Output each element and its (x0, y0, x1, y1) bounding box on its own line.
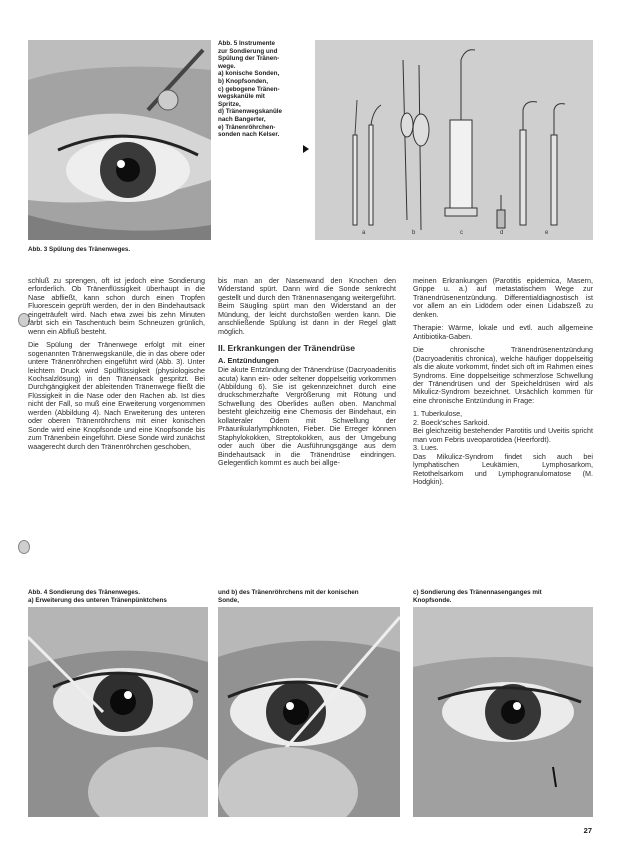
figure-4a-photo (28, 607, 208, 817)
paragraph: Die chronische Tränendrüsenentzündung (Dacryoadenitis chronica), welche häufiger doppelseitig als die akute vorkommt, findet sich oft im Rahmen eines Syndroms. Eine doppelseitige schmerzlose Schwellung der Tränendrüsen und der Speicheldrüsen wird als Mikulicz-Syndrom bezeichnet. Ursächlich kommen für eine chronische Entzündung in Frage: (413, 345, 593, 405)
figure-3-photo (28, 40, 211, 240)
instrument-label-d: d (500, 230, 504, 236)
figure-4b-photo (218, 607, 400, 817)
section-heading: II. Erkrankungen der Tränendrüse (218, 343, 356, 354)
list-item: 1. Tuberkulose, (413, 409, 463, 419)
figure-4-caption-b: und b) des Tränenröhrchens mit der konischen Sonde, (218, 589, 359, 604)
paragraph: Die akute Entzündung der Tränendrüse (Dacryoadenitis acuta) kann ein- oder seltener doppelseitig vorkommen (Abbildung 6). Sie ist gekennzeichnet durch eine druckschmerzhafte Vergrößerung mit Rötung und Schwellung des Oberlides außen oben. Manchmal besteht gleichzeitig eine Chemosis der Bindehaut, ein kollateraler Ödem mit Schwellung der Präaurikularlymphknoten, Fieber. Die Erreger können Staphylokokken, Streptokokken, aus der Umgebung oder auch über die Ausführungsgänge aus dem Bindehautsack in die Tränendrüse eindringen. Gelegentlich kommt es auch bei allge- (218, 365, 396, 468)
paragraph: schluß zu sprengen, oft ist jedoch eine Sondierung erforderlich. Ob Tränenflüssigkeit überhaupt in die Nase abfließt, kann schon durch einen Tropfen Fluorescein geprüft werden, der in den Bindehautsack eingeträufelt wird. Nach etwa zwei bis zehn Minuten färbt sich ein Taschentuch beim Schneuzen grünlich, wenn ein Abfluß besteht. (28, 276, 205, 336)
list-item: 3. Lues. (413, 443, 439, 453)
list-item: Das Mikulicz-Syndrom findet sich auch bei lymphatischen Leukämien, Lymphosarkom, Retothelsarkom und Lymphogranulomatose (M. Hodgkin). (413, 451, 593, 486)
figure-5-instruments (315, 40, 593, 240)
instrument-label-a: a (362, 230, 366, 236)
paragraph: bis man an der Nasenwand den Knochen den Widerstand spürt. Dann wird die Sonde senkrecht gestellt und durch den Tränennasengang weitergeführt. Beim Säugling spürt man den Widerstand an der Mündung, der leicht durchstoßen werden kann. Die anschließende Spülung ist dann in der Regel glatt möglich. (218, 276, 396, 336)
instrument-label-b: b (412, 230, 416, 236)
list-item: 2. Boeck'sches Sarkoid. (413, 417, 490, 427)
margin-marker-icon (18, 540, 30, 554)
instrument-label-c: c (460, 230, 463, 236)
text-column-2 (218, 277, 396, 473)
figure-4c-photo (413, 607, 593, 817)
text-column-3 (413, 277, 593, 486)
figure-4-caption-a: Abb. 4 Sondierung des Tränenweges. a) Erweiterung des unteren Tränenpünktchens (28, 589, 167, 604)
pointer-arrow-icon (303, 145, 309, 153)
subsection-heading: A. Entzündungen (218, 355, 279, 365)
text-column-1 (28, 277, 205, 456)
paragraph: Therapie: Wärme, lokale und evtl. auch allgemeine Antibiotika-Gaben. (413, 323, 593, 341)
figure-3-caption: Abb. 3 Spülung des Tränenweges. (28, 246, 131, 253)
paragraph: Die Spülung der Tränenwege erfolgt mit einer sogenannten Tränenwegskanüle, die in das obere oder untere Tränenröhrchen eingeführt wird (Abb. 3). Unter leichtem Druck wird Spülflüssigkeit (physiologische Kochsalzlösung) in den Tränensack gespritzt. Bei Durchgängigkeit der ableitenden Tränenwege fließt die Flüssigkeit in die Nase oder den Rachen ab. Ist dies nicht der Fall, so muß eine Erweiterung vorgenommen werden (Abbildung 4). Nach Erweiterung des unteren oder oberen Tränenröhrchens mit einer konischen Sonde wird eine Knopfsonde und eine Knopfsonde bis zum Tränenbein eingeführt. Diese Sonde wird zunächst waagerecht durch den Tränenröhrchen geschoben, (28, 340, 205, 451)
paragraph: meinen Erkrankungen (Parotitis epidemica, Masern, Grippe u. a.) auf metastatischem Wege zur Tränendrüsenentzündung. Differentialdiagnostisch ist vor allem an ein Lidödem oder einen Lidabszeß zu denken. (413, 276, 593, 319)
figure-5-caption: Abb. 5 Instrumente zur Sondierung und Spülung der Tränen- wege. a) konische Sonden, b) Knopfsonden, c) gebogene Tränen- wegskanüle mit Spritze, d) Tränenwegskanüle nach Bangerter, e) Tränenröhrchen- sonden nach Kelser. (218, 40, 283, 139)
figure-4-caption-c: c) Sondierung des Tränennasenganges mit Knopfsonde. (413, 589, 542, 604)
instrument-label-e: e (545, 230, 549, 236)
list-item: Bei gleichzeitig bestehender Parotitis und Uveitis spricht man vom Febris uveoparotidea (Heerfordt). (413, 426, 593, 444)
page-number: 27 (583, 826, 592, 835)
